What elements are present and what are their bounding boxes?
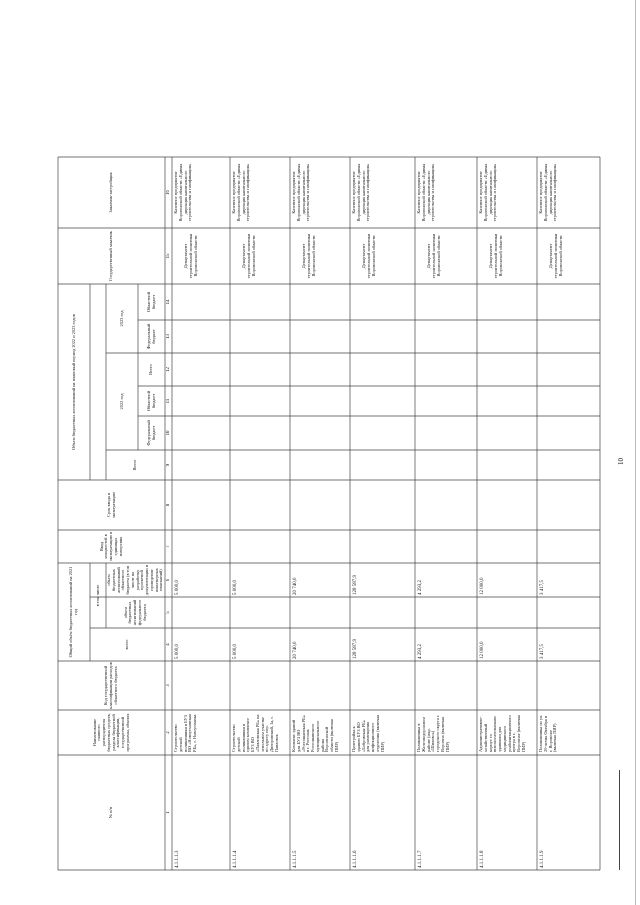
column-number: 15 — [166, 253, 171, 259]
row-developer: Казенное предприятие Воронежской области «Единая дирекция капитального строительства и газификации» — [231, 163, 251, 222]
row-total-2021: 12 000,0 — [480, 641, 485, 659]
row-total-2021: 128 587,9 — [353, 639, 358, 659]
row-object-name: Строительство детской поликлиники в едином комплексе БУЗ ВО «Павловская РБ» на земельном участке по адресу пер. Днепровский, 1а, г. Павловск — [231, 714, 279, 752]
column-number: 16 — [166, 190, 171, 195]
row-customer: Департамент строительной политики Воронежской области — [548, 233, 563, 279]
row-regional-2021: 4 293,2 — [418, 580, 423, 595]
column-number: 11 — [166, 398, 171, 404]
header-federal-2023: Федеральный бюджет — [145, 323, 156, 350]
column-number: 10 — [166, 430, 171, 436]
row-total-2021: 3 417,5 — [540, 644, 545, 659]
header-vsego-planned: Всего — [132, 459, 138, 471]
column-number: 4 — [166, 643, 171, 646]
row-customer: Департамент строительной политики Воронежской области — [426, 233, 441, 279]
header-customer: Государственный заказчик — [108, 231, 114, 281]
header-num: № п/п — [108, 806, 114, 819]
row-regional-2021: 5 000,0 — [233, 580, 238, 595]
row-number: 4.1.1.1.9 — [540, 850, 545, 868]
row-developer: Казенное предприятие Воронежской области «Единая дирекция капитального строительства и газификации» — [351, 163, 371, 222]
row-total-2021: 5 000,0 — [233, 644, 238, 659]
header-2023-year: 2023 год — [118, 310, 124, 327]
row-object-name: Административно-хозяйственный корпус со вспомогательными зданиями для медицинского реабилитационного центра в г. Воронеже (включая ПИР) — [478, 715, 526, 752]
header-planned: Объем бюджетных ассигнований на плановый период 2022 и 2023 годов — [70, 314, 76, 450]
row-customer: Департамент строительной политики Воронежской области — [183, 233, 198, 279]
row-developer: Казенное предприятие Воронежской области «Единая дирекция капитального строительства и газификации» — [478, 163, 498, 222]
header-v-tom-chisle: в том числе — [94, 584, 100, 607]
row-total-2021: 5 000,0 — [175, 644, 180, 659]
page-number: 10 — [617, 458, 625, 465]
header-vsego-2023: Всего — [148, 364, 154, 375]
column-number: 1 — [166, 811, 171, 814]
header-regional-2023: Областной бюджет — [145, 291, 156, 313]
header-name: Наименование главного распорядителя бюджетных средств, раздела бюджетной классификации, государственной программы, объекта — [91, 713, 130, 752]
header-regional-2022: Областной бюджет — [145, 390, 156, 412]
row-customer: Департамент строительной политики Воронежской области — [241, 233, 256, 279]
column-number: 2 — [166, 731, 171, 734]
row-customer: Департамент строительной политики Воронежской области — [488, 233, 503, 279]
header-vsego: всего — [124, 639, 130, 650]
row-developer: Казенное предприятие Воронежской области «Единая дирекция капитального строительства и газификации» — [291, 163, 311, 222]
row-regional-2021: 3 417,5 — [540, 580, 545, 595]
column-number: 3 — [166, 684, 171, 687]
row-object-name: Поликлиника в Железнодорожном районе (мкр. «Шилово») городского округа г. Воронеж (включая ПИР) — [416, 714, 450, 752]
header-deadline: Срок ввода в эксплуатацию — [105, 491, 116, 519]
column-number: 5 — [166, 611, 171, 614]
row-regional-2021: 12 000,0 — [480, 577, 485, 595]
row-number: 4.1.1.1.3 — [175, 850, 180, 868]
header-federal-2022: Федеральный бюджет — [145, 420, 156, 446]
row-object-name: Пристройка к зданию БУЗ ВО «Бобровская РБ» для размещения инфекционного отделения (включая ПИР) — [351, 714, 385, 752]
row-customer: Департамент строительной политики Воронежской области — [361, 233, 376, 279]
row-object-name: Поликлиника по ул. 20-летия Октября в г. Воронеже (включая ПИР) — [538, 714, 558, 752]
column-number: 7 — [166, 545, 171, 548]
header-developer: Заказчик-застройщик — [108, 172, 114, 213]
row-number: 4.1.1.1.5 — [293, 850, 298, 868]
header-regional-2021: объем бюджетных ассигнований областного бюджета (в том числе на разработку проектной документации и проведение инженерных изысканий) — [106, 564, 164, 596]
page-edge-rule — [635, 0, 636, 905]
column-number: 12 — [166, 367, 171, 372]
row-developer: Казенное предприятие Воронежской области «Единая дирекция капитального строительства и газификации» — [538, 163, 558, 222]
row-number: 4.1.1.1.4 — [233, 850, 238, 868]
row-regional-2021: 5 000,0 — [175, 580, 180, 595]
row-regional-2021: 128 587,9 — [353, 575, 358, 595]
column-number: 6 — [166, 578, 171, 582]
row-object-name: Комплекс зданий для БУЗ ВО «Россошанская РБ» в г. Россошь Россошанского муниципального района Воронежской области (включая ПИР) — [291, 715, 339, 752]
column-number: 14 — [166, 299, 171, 305]
row-developer: Казенное предприятие Воронежской области «Единая дирекция капитального строительства и газификации» — [416, 163, 436, 222]
header-2022-year: 2022 год — [118, 393, 124, 410]
row-customer: Департамент строительной политики Воронежской области — [301, 233, 316, 279]
row-developer: Казенное предприятие Воронежской области «Единая дирекция капитального строительства и газификации» — [173, 163, 193, 222]
row-number: 4.1.1.1.8 — [480, 850, 485, 868]
row-total-2021: 4 293,2 — [418, 644, 423, 659]
header-code: Код государственной классификации расходов областного бюджета — [103, 662, 118, 709]
header-federal-2021: объем бюджетных ассигнований федерального бюджета — [122, 599, 147, 626]
header-power: Ввод мощностей в эксплуатацию в единицах измерения — [98, 531, 123, 562]
row-number: 4.1.1.1.6 — [353, 850, 358, 868]
header-total-2021: Общий объём бюджетных ассигнований на 2021 год — [68, 566, 78, 658]
footnote-rule — [619, 770, 620, 870]
column-number: 9 — [166, 463, 171, 467]
column-number: 13 — [166, 334, 171, 339]
row-regional-2021: 20 740,0 — [293, 577, 298, 595]
column-number: 8 — [166, 503, 171, 507]
row-number: 4.1.1.1.7 — [418, 850, 423, 868]
row-total-2021: 20 740,0 — [293, 641, 298, 659]
row-object-name: Строительство детской поликлиники в БУЗ ВО «Новоусманская РБ», г. Новоусманка — [173, 713, 197, 752]
